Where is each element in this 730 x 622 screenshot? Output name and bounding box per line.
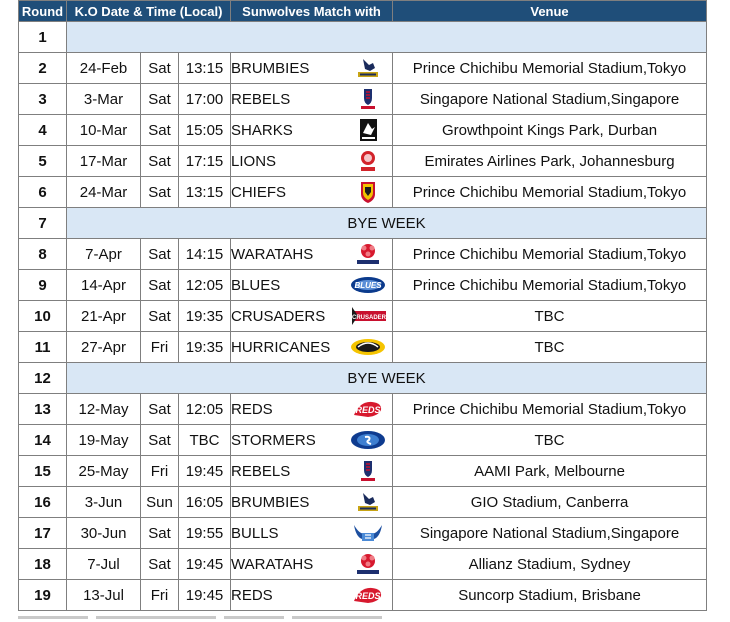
venue-cell: Prince Chichibu Memorial Stadium,Tokyo: [393, 394, 707, 425]
match-row: [19, 425, 707, 456]
reds-logo: [350, 397, 386, 421]
venue-cell: TBC: [393, 301, 707, 332]
match-row: [19, 487, 707, 518]
match-row: [19, 270, 707, 301]
date-cell: 14-Apr: [67, 270, 141, 301]
waratahs-logo: [350, 552, 386, 576]
date-cell: 12-May: [67, 394, 141, 425]
opponent-name: WARATAHS: [231, 245, 314, 263]
bye-week-row: [19, 208, 707, 239]
header-venue: Venue: [393, 1, 707, 22]
match-row: [19, 332, 707, 363]
venue-cell: AAMI Park, Melbourne: [393, 456, 707, 487]
match-row: [19, 456, 707, 487]
round-cell: 7: [19, 208, 67, 239]
match-row: [19, 518, 707, 549]
round-cell: 12: [19, 363, 67, 394]
day-cell: Sat: [141, 177, 179, 208]
round-cell: 18: [19, 549, 67, 580]
brumbies-logo: [350, 56, 386, 80]
bye-week-cell: BYE WEEK: [67, 208, 707, 239]
time-cell: TBC: [179, 425, 231, 456]
lions-logo: [350, 149, 386, 173]
header-ko-date-time: K.O Date & Time (Local): [67, 1, 231, 22]
time-cell: 15:05: [179, 115, 231, 146]
venue-cell: Suncorp Stadium, Brisbane: [393, 580, 707, 611]
date-cell: 17-Mar: [67, 146, 141, 177]
opponent-cell: [231, 456, 393, 487]
time-cell: 19:45: [179, 580, 231, 611]
svg-text:REDS: REDS: [355, 405, 381, 415]
venue-cell: Emirates Airlines Park, Johannesburg: [393, 146, 707, 177]
day-cell: Sat: [141, 239, 179, 270]
opponent-name: REBELS: [231, 462, 291, 480]
rebels-logo: [350, 459, 386, 483]
venue-cell: Prince Chichibu Memorial Stadium,Tokyo: [393, 177, 707, 208]
match-row: [19, 53, 707, 84]
waratahs-logo: [350, 242, 386, 266]
time-cell: 13:15: [179, 53, 231, 84]
match-row: [19, 580, 707, 611]
opponent-cell: [231, 394, 393, 425]
bye-week-cell: BYE WEEK: [67, 363, 707, 394]
header-match-with: Sunwolves Match with: [231, 1, 393, 22]
crusaders-logo: [350, 304, 391, 328]
svg-text:REDS: REDS: [355, 591, 381, 601]
opponent-cell: [231, 84, 393, 115]
day-cell: Sat: [141, 84, 179, 115]
time-cell: 19:45: [179, 549, 231, 580]
opponent-name: REBELS: [231, 90, 291, 108]
opponent-name: CRUSADERS: [231, 307, 326, 325]
round-cell: 2: [19, 53, 67, 84]
opponent-cell: [231, 549, 393, 580]
match-row: [19, 239, 707, 270]
reds-logo: [350, 583, 386, 607]
svg-text:CRUSADERS: CRUSADERS: [352, 315, 391, 321]
day-cell: Sat: [141, 115, 179, 146]
opponent-name: WARATAHS: [231, 555, 314, 573]
round-cell: 14: [19, 425, 67, 456]
date-cell: 10-Mar: [67, 115, 141, 146]
time-cell: 19:55: [179, 518, 231, 549]
opponent-name: BLUES: [231, 276, 281, 294]
round-cell: 8: [19, 239, 67, 270]
time-cell: 17:00: [179, 84, 231, 115]
venue-cell: Prince Chichibu Memorial Stadium,Tokyo: [393, 239, 707, 270]
day-cell: Sat: [141, 270, 179, 301]
date-cell: 30-Jun: [67, 518, 141, 549]
match-row: [19, 549, 707, 580]
schedule-table: [18, 0, 707, 611]
schedule-body: [19, 22, 707, 611]
opponent-name: BULLS: [231, 524, 279, 542]
match-row: [19, 84, 707, 115]
time-cell: 19:35: [179, 332, 231, 363]
opponent-name: SHARKS: [231, 121, 293, 139]
opponent-cell: [231, 301, 393, 332]
round-cell: 11: [19, 332, 67, 363]
round-cell: 16: [19, 487, 67, 518]
date-cell: 27-Apr: [67, 332, 141, 363]
time-cell: 14:15: [179, 239, 231, 270]
round-cell: 5: [19, 146, 67, 177]
opponent-cell: [231, 580, 393, 611]
date-cell: 25-May: [67, 456, 141, 487]
round-cell: 15: [19, 456, 67, 487]
opponent-name: LIONS: [231, 152, 277, 170]
svg-text:BLUES: BLUES: [354, 281, 382, 290]
opponent-name: HURRICANES: [231, 338, 331, 356]
venue-cell: TBC: [393, 425, 707, 456]
time-cell: 13:15: [179, 177, 231, 208]
venue-cell: Singapore National Stadium,Singapore: [393, 518, 707, 549]
header-round: Round: [19, 1, 67, 22]
opponent-name: BRUMBIES: [231, 59, 310, 77]
day-cell: Fri: [141, 580, 179, 611]
opponent-cell: [231, 518, 393, 549]
venue-cell: Singapore National Stadium,Singapore: [393, 84, 707, 115]
hurricanes-logo: [350, 335, 386, 359]
date-cell: 13-Jul: [67, 580, 141, 611]
opponent-name: REDS: [231, 586, 273, 604]
day-cell: Sat: [141, 394, 179, 425]
header-row: [19, 1, 707, 22]
match-row: [19, 146, 707, 177]
time-cell: 19:45: [179, 456, 231, 487]
day-cell: Sat: [141, 301, 179, 332]
match-row: [19, 394, 707, 425]
time-cell: 17:15: [179, 146, 231, 177]
day-cell: Fri: [141, 332, 179, 363]
venue-cell: GIO Stadium, Canberra: [393, 487, 707, 518]
time-cell: 19:35: [179, 301, 231, 332]
day-cell: Sat: [141, 518, 179, 549]
date-cell: 3-Jun: [67, 487, 141, 518]
round-cell: 19: [19, 580, 67, 611]
round-cell: 13: [19, 394, 67, 425]
round-cell: 9: [19, 270, 67, 301]
date-cell: 19-May: [67, 425, 141, 456]
empty-round-cell: [67, 22, 707, 53]
brumbies-logo: [350, 490, 386, 514]
round-cell: 1: [19, 22, 67, 53]
opponent-cell: [231, 487, 393, 518]
cropped-footnote: [0, 614, 730, 622]
stormers-logo: [350, 428, 386, 452]
date-cell: 7-Jul: [67, 549, 141, 580]
round-cell: 17: [19, 518, 67, 549]
opponent-cell: [231, 177, 393, 208]
day-cell: Sat: [141, 53, 179, 84]
time-cell: 16:05: [179, 487, 231, 518]
venue-cell: Growthpoint Kings Park, Durban: [393, 115, 707, 146]
venue-cell: Prince Chichibu Memorial Stadium,Tokyo: [393, 270, 707, 301]
time-cell: 12:05: [179, 394, 231, 425]
opponent-cell: [231, 425, 393, 456]
opponent-cell: [231, 239, 393, 270]
round-cell: 6: [19, 177, 67, 208]
match-row: [19, 301, 707, 332]
opponent-cell: [231, 53, 393, 84]
opponent-cell: [231, 332, 393, 363]
rebels-logo: [350, 87, 386, 111]
sharks-logo: [350, 118, 386, 142]
date-cell: 7-Apr: [67, 239, 141, 270]
bulls-logo: [350, 521, 386, 545]
bye-week-row: [19, 363, 707, 394]
day-cell: Sat: [141, 146, 179, 177]
opponent-name: BRUMBIES: [231, 493, 310, 511]
chiefs-logo: [350, 180, 386, 204]
empty-round-row: [19, 22, 707, 53]
date-cell: 24-Mar: [67, 177, 141, 208]
opponent-name: CHIEFS: [231, 183, 287, 201]
opponent-cell: [231, 146, 393, 177]
match-row: [19, 177, 707, 208]
day-cell: Fri: [141, 456, 179, 487]
opponent-name: REDS: [231, 400, 273, 418]
opponent-cell: [231, 270, 393, 301]
day-cell: Sat: [141, 549, 179, 580]
date-cell: 3-Mar: [67, 84, 141, 115]
blues-logo: [350, 273, 386, 297]
date-cell: 21-Apr: [67, 301, 141, 332]
round-cell: 3: [19, 84, 67, 115]
day-cell: Sat: [141, 425, 179, 456]
time-cell: 12:05: [179, 270, 231, 301]
round-cell: 4: [19, 115, 67, 146]
venue-cell: TBC: [393, 332, 707, 363]
round-cell: 10: [19, 301, 67, 332]
date-cell: 24-Feb: [67, 53, 141, 84]
venue-cell: Prince Chichibu Memorial Stadium,Tokyo: [393, 53, 707, 84]
venue-cell: Allianz Stadium, Sydney: [393, 549, 707, 580]
match-row: [19, 115, 707, 146]
opponent-cell: [231, 115, 393, 146]
opponent-name: STORMERS: [231, 431, 316, 449]
day-cell: Sun: [141, 487, 179, 518]
